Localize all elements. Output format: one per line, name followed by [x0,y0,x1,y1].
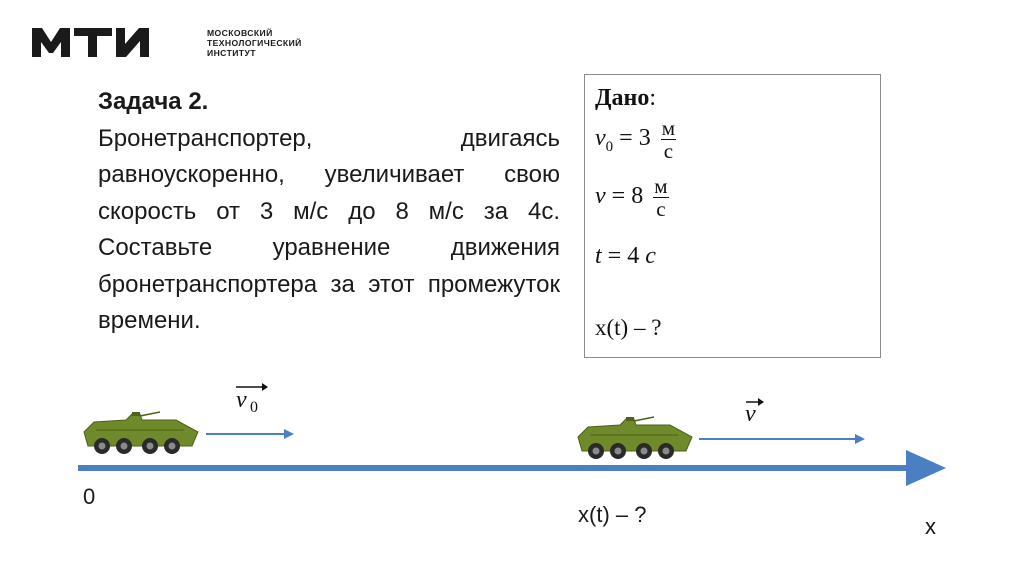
v-symbol: v [595,183,606,210]
given-title: Дано: [595,85,657,111]
v-label-text: v [745,401,756,427]
apc-vehicle-end [578,417,692,459]
task-title: Задача 2. [98,88,209,115]
x-axis-line [78,465,912,471]
given-v0-line [595,117,676,162]
v0-vector-label [236,383,268,416]
v0-symbol: v [595,125,606,152]
institute-name [207,28,377,58]
x-axis-arrowhead [906,450,946,486]
v0-unit: $\frac{м}{с}$ [661,116,675,163]
v-vector-label [745,398,764,427]
t-unit: с [645,243,656,269]
given-question: x(t) – ? [595,315,662,340]
task-body: Бронетранспортер, двигаясь равноускоренно, увеличивает свою скорость от 3 м/с до 8 м/с за 4с. Составьте уравнение движения бронетранспортера за этот промежуток времени. [98,124,560,334]
apc-vehicle-start [84,412,198,454]
mti-logo-mark [32,24,197,58]
v-value: = 8 [605,183,644,210]
logo-line-1: МОСКОВСКИЙ [207,28,273,38]
motion-diagram [0,370,1024,574]
v0-value: = 3 [613,125,651,152]
t-value: = 4 [601,243,646,269]
task-block [98,84,560,340]
v0-label-sub: 0 [250,399,258,416]
given-v-line [595,175,669,220]
t-symbol: t [595,243,602,269]
v-unit: $\frac{м}{с}$ [654,174,668,221]
v0-subscript: 0 [605,138,614,155]
origin-label: 0 [83,484,96,509]
v0-arrow [206,429,294,439]
given-t-line [595,243,656,270]
axis-label: x [925,514,936,539]
logo-line-2: ТЕХНОЛОГИЧЕСКИЙ [207,38,302,48]
v0-label-text: v [236,387,247,413]
position-label: x(t) – ? [578,502,647,527]
v-arrow [699,434,865,444]
given-box [584,74,881,358]
logo-line-3: ИНСТИТУТ [207,48,256,58]
